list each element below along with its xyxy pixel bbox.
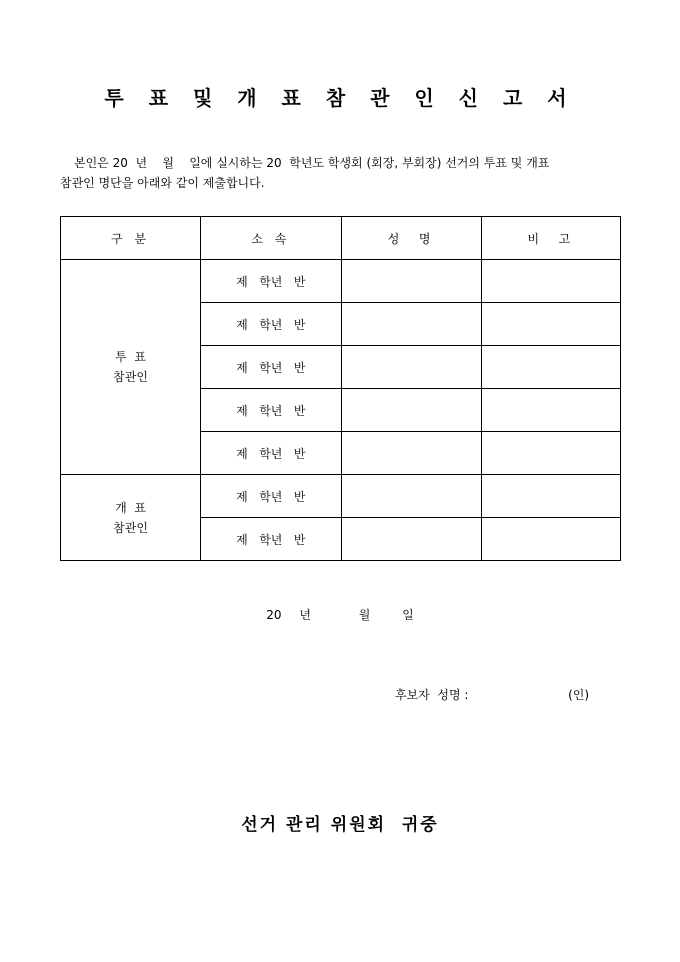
header-remarks: 비 고 <box>481 217 620 260</box>
footer-addressee: 선거 관리 위원회 귀중 <box>241 815 439 835</box>
name-cell[interactable] <box>341 475 481 518</box>
group-voting-observer <box>61 260 201 475</box>
remarks-cell[interactable] <box>481 260 620 303</box>
group-label-line1: 투 표 <box>115 350 146 364</box>
affiliation-cell: 제 학년 반 <box>201 260 341 303</box>
header-category: 구 분 <box>61 217 201 260</box>
table-row <box>61 475 621 518</box>
document-title: 투 표 및 개 표 참 관 인 신 고 서 <box>104 86 576 110</box>
affiliation-cell: 제 학년 반 <box>201 475 341 518</box>
affiliation-cell: 제 학년 반 <box>201 432 341 475</box>
date-line <box>0 606 680 623</box>
name-cell[interactable] <box>341 260 481 303</box>
affiliation-cell: 제 학년 반 <box>201 346 341 389</box>
remarks-cell[interactable] <box>481 389 620 432</box>
name-cell[interactable] <box>341 303 481 346</box>
affiliation-cell: 제 학년 반 <box>201 389 341 432</box>
date-prefix: 20 <box>266 608 282 622</box>
group-counting-observer <box>61 475 201 561</box>
header-name: 성 명 <box>341 217 481 260</box>
intro-text <box>60 153 625 193</box>
name-cell[interactable] <box>341 346 481 389</box>
seal-mark: (인) <box>568 688 590 702</box>
name-cell[interactable] <box>341 389 481 432</box>
observer-table <box>60 216 621 561</box>
name-cell[interactable] <box>341 432 481 475</box>
date-month: 월 <box>358 608 371 622</box>
affiliation-cell: 제 학년 반 <box>201 303 341 346</box>
remarks-cell[interactable] <box>481 475 620 518</box>
intro-line-1: 본인은 20 년 월 일에 실시하는 20 학년도 학생회 (회장, 부회장) 선거의 투표 및 개표 <box>74 156 550 170</box>
group-label-line2: 참관인 <box>113 520 148 535</box>
signature-line <box>395 686 589 703</box>
table-header-row <box>61 217 621 260</box>
intro-line-2: 참관인 명단을 아래와 같이 제출합니다. <box>60 176 265 190</box>
table-row <box>61 260 621 303</box>
remarks-cell[interactable] <box>481 346 620 389</box>
signature-label: 후보자 성명 : <box>395 688 469 702</box>
name-cell[interactable] <box>341 518 481 561</box>
remarks-cell[interactable] <box>481 303 620 346</box>
date-year: 년 <box>299 608 311 622</box>
date-day: 일 <box>402 608 414 622</box>
group-label-line2: 참관인 <box>113 370 148 384</box>
remarks-cell[interactable] <box>481 432 620 475</box>
group-label-line1: 개 표 <box>115 500 146 515</box>
header-affiliation: 소 속 <box>201 217 341 260</box>
remarks-cell[interactable] <box>481 518 620 561</box>
affiliation-cell: 제 학년 반 <box>201 518 341 561</box>
